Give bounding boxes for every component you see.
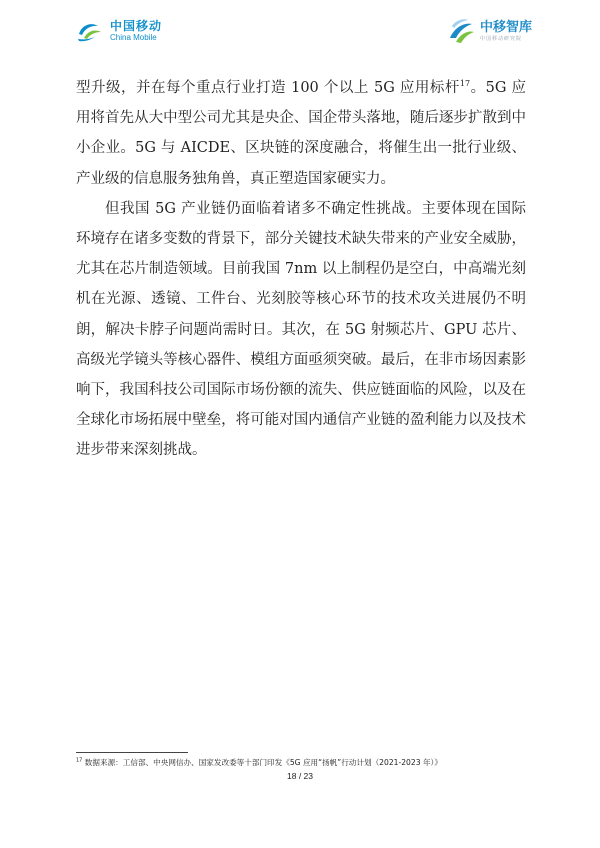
paragraph-text: 。5G 应用将首先从大中型公司尤其是央企、国企带头落地，随后逐步扩散到中小企业。5G 与 AICDE、区块链的深度融合，将催生出一批行业级、产业级的信息服务独角兽，真正塑造国家硬实力。: [76, 80, 527, 187]
china-mobile-logo-cn: 中国移动: [110, 19, 163, 33]
paragraph: 但我国 5G 产业链仍面临着诸多不确定性挑战。主要体现在国际环境存在诸多变数的背景下，部分关键技术缺失带来的产业安全威胁，尤其在芯片制造领域。目前我国 7nm 以上制程仍是空白，中高端光刻机在光源、透镜、工件台、光刻胶等核心环节的技术攻关进展仍不明朗，解决卡脖子问题尚需时日。其次，在 5G 射频芯片、GPU 芯片、高级光学镜头等核心器件、模组方面亟须突破。最后，在非市场因素影响下，我国科技公司国际市场份额的流失、供应链面临的风险，以及在全球化市场拓展中壁垒，将可能对国内通信产业链的盈利能力以及技术进步带来深刻挑战。: [76, 200, 526, 459]
footnote: [76, 757, 442, 768]
zhongyi-zhiku-logo: [446, 16, 532, 46]
footnote-text: 数据来源：工信部、中央网信办、国家发改委等十部门印发《5G 应用“扬帆”行动计划（2021-2023 年）》: [82, 758, 442, 767]
footnote-divider: [76, 752, 188, 753]
paragraph-text: 型升级，并在每个重点行业打造 100 个以上 5G 应用标杆: [76, 80, 460, 96]
china-mobile-logo: [76, 20, 162, 42]
zhongyi-zhiku-logo-icon: [446, 16, 476, 46]
footnote-number: 17: [76, 757, 83, 764]
zhongyi-zhiku-logo-cn: 中移智库: [479, 19, 532, 35]
china-mobile-logo-icon: [76, 20, 104, 42]
zhongyi-zhiku-logo-sub: 中国移动研究院: [479, 35, 522, 42]
paragraph-continued: [76, 73, 526, 194]
china-mobile-logo-en: China Mobile: [110, 33, 157, 42]
page-header: [0, 0, 600, 56]
page-number: 18 / 23: [287, 771, 313, 781]
footnote-ref[interactable]: 17: [459, 79, 471, 89]
document-body: [76, 73, 526, 466]
